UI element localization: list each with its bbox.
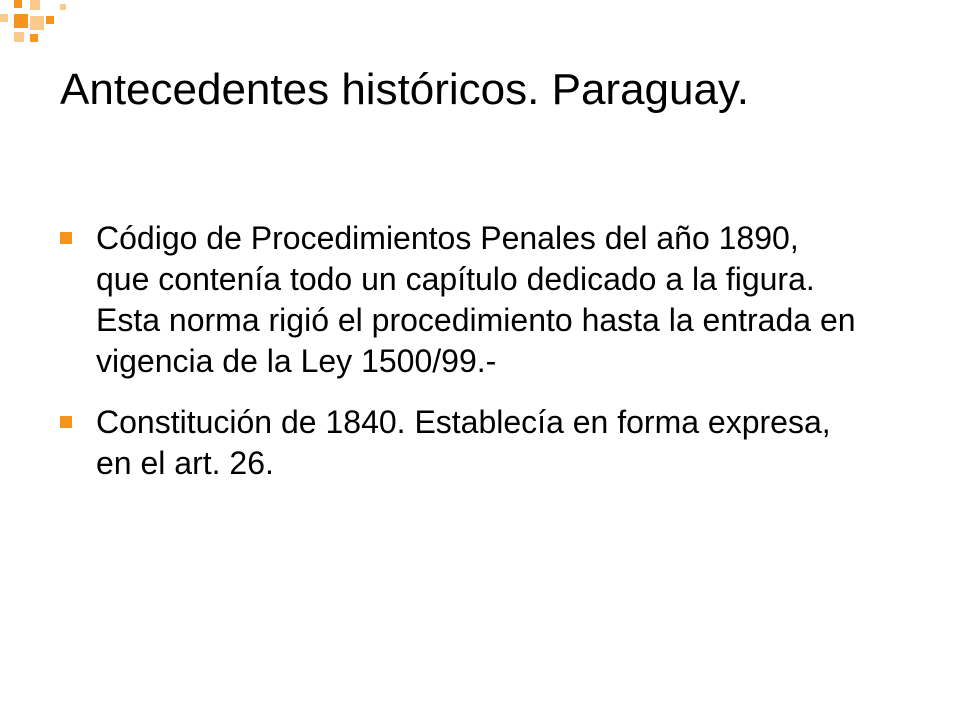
decor-square: [0, 14, 8, 22]
decor-square: [14, 0, 22, 8]
decor-square: [30, 16, 44, 30]
bullet-text: Constitución de 1840. Establecía en forma expresa, en el art. 26.: [96, 404, 831, 481]
decor-square: [30, 0, 40, 10]
decor-square: [14, 32, 24, 42]
square-bullet-icon: [60, 416, 72, 428]
square-bullet-icon: [60, 232, 72, 244]
decor-square: [60, 4, 66, 10]
bullet-item: [60, 218, 860, 382]
slide-title: Antecedentes históricos. Paraguay.: [60, 65, 749, 114]
bullet-text: Código de Procedimientos Penales del año 1890, que contenía todo un capítulo dedicado a la figura. Esta norma rigió el procedimiento hasta la entrada en vigencia de la Ley 1500/99.-: [96, 220, 856, 379]
bullet-list: [60, 218, 860, 504]
corner-decoration: [0, 0, 90, 60]
bullet-item: [60, 402, 860, 484]
decor-square: [30, 34, 38, 42]
decor-square: [46, 16, 54, 24]
decor-square: [14, 14, 28, 28]
